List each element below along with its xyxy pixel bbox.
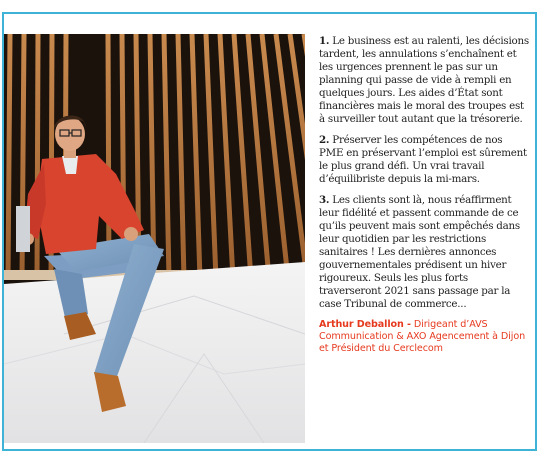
paragraph-number: 3. — [319, 194, 330, 206]
author-role: Dirigeant d’AVS Communication & AXO Agencement à Dijon et Président du Cerclecom — [319, 319, 526, 354]
article-frame — [2, 12, 537, 451]
paragraph-1 — [319, 35, 529, 126]
article-text-column — [319, 35, 529, 355]
paragraph-number: 2. — [319, 134, 330, 146]
paragraph-2 — [319, 134, 529, 186]
paragraph-number: 1. — [319, 35, 330, 47]
portrait-photo — [4, 34, 305, 443]
paragraph-text: Le business est au ralenti, les décisions tardent, les annulations s’enchaînent et les urgences prennent le pas sur un planning qui passe de vide à rempli en quelques jours. Les aides d’État sont financières mais le moral des troupes est à surveiller tout autant que la trésorerie. — [319, 35, 529, 125]
author-signature — [319, 319, 529, 355]
paragraph-3 — [319, 194, 529, 311]
paragraph-text: Les clients sont là, nous réaffirment leur fidélité et passent commande de ce qu’ils peuvent mais sont empêchés dans leur quotidien par les restrictions sanitaires ! Les dernières annonces gouvernementales prédisent un hiver rigoureux. Seuls les plus forts traverseront 2021 sans passage par la case Tribunal de commerce... — [319, 194, 520, 310]
paragraph-text: Préserver les compétences de nos PME en préservant l’emploi est sûrement le plus grand défi. Un vrai travail d’équilibriste depuis la mi-mars. — [319, 134, 527, 185]
author-name: Arthur Deballon - — [319, 319, 411, 330]
